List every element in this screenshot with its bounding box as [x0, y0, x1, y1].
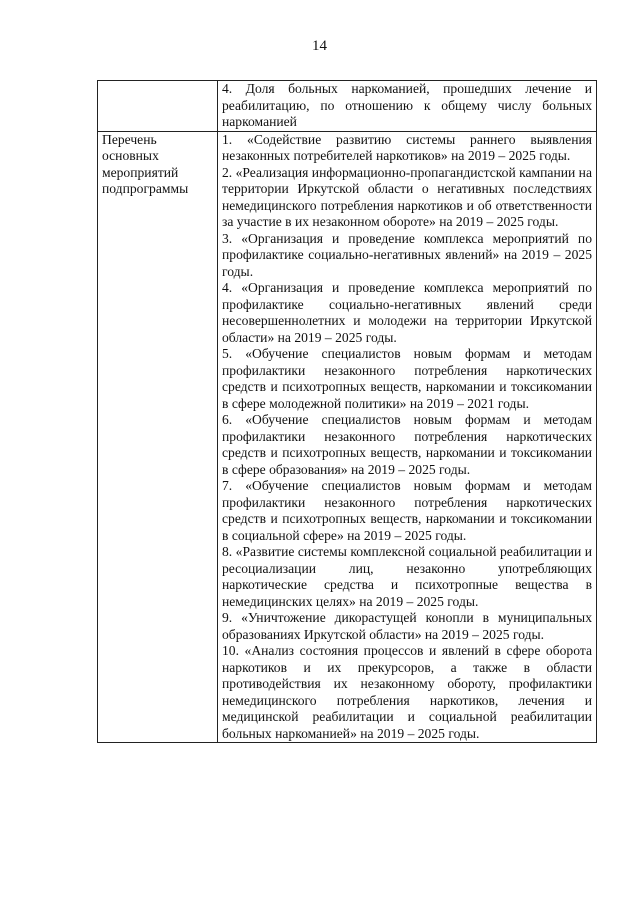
row-content-cell: [218, 131, 597, 743]
indicator-item: 4. Доля больных наркоманией, прошедших лечение и реабилитацию, по отношению к общему числу больных наркоманией: [222, 81, 592, 129]
measure-item: 4. «Организация и проведение комплекса мероприятий по профилактике социально-негативных явлений среди несовершеннолетних и молодежи на территории Иркутской области» на 2019 – 2025 годы.: [222, 280, 592, 345]
row-label: Перечень основных мероприятий подпрограммы: [102, 131, 189, 196]
measure-item: 3. «Организация и проведение комплекса мероприятий по профилактике социально-негативных явлений» на 2019 – 2025 годы.: [222, 230, 592, 279]
row-label-cell: [98, 81, 218, 132]
measure-item: 5. «Обучение специалистов новым формам и методам профилактики незаконного потребления наркотических средств и психотропных веществ, наркомании и токсикомании в сфере молодежной политики» на 2019 – 2021 годы.: [222, 346, 592, 411]
measure-item: 1. «Содействие развитию системы раннего выявления незаконных потребителей наркотиков» на 2019 – 2025 годы.: [222, 131, 592, 163]
row-label-cell: [98, 131, 218, 743]
measure-item: 7. «Обучение специалистов новым формам и методам профилактики незаконного потребления наркотических средств и психотропных веществ, наркомании и токсикомании в социальной сфере» на 2019 – 2025 годы.: [222, 478, 592, 543]
table-row: [98, 81, 597, 132]
row-content-cell: [218, 81, 597, 132]
measure-item: 9. «Уничтожение дикорастущей конопли в муниципальных образованиях Иркутской области» на 2019 – 2025 годы.: [222, 610, 592, 642]
measure-item: 8. «Развитие системы комплексной социальной реабилитации и ресоциализации лиц, незаконно употребляющих наркотические средства и психотропные вещества в немедицинских целях» на 2019 – 2025 годы.: [222, 544, 592, 609]
table-row: [98, 131, 597, 743]
subprogram-passport-table: [97, 80, 597, 743]
measure-item: 10. «Анализ состояния процессов и явлений в сфере оборота наркотиков и их прекурсоров, а также в области противодействия их незаконному обороту, профилактики немедицинского потребления наркотиков, лечения и медицинской реабилитации и социальной реабилитации больных наркоманией» на 2019 – 2025 годы.: [222, 643, 592, 741]
page-number: 14: [312, 38, 327, 54]
measure-item: 6. «Обучение специалистов новым формам и методам профилактики незаконного потребления наркотических средств и психотропных веществ, наркомании и токсикомании в сфере образования» на 2019 – 2025 годы.: [222, 412, 592, 477]
measure-item: 2. «Реализация информационно-пропагандистской кампании на территории Иркутской области о негативных последствиях немедицинского потребления наркотиков и об ответственности за участие в их незаконном обороте» на 2019 – 2025 годы.: [222, 164, 592, 229]
